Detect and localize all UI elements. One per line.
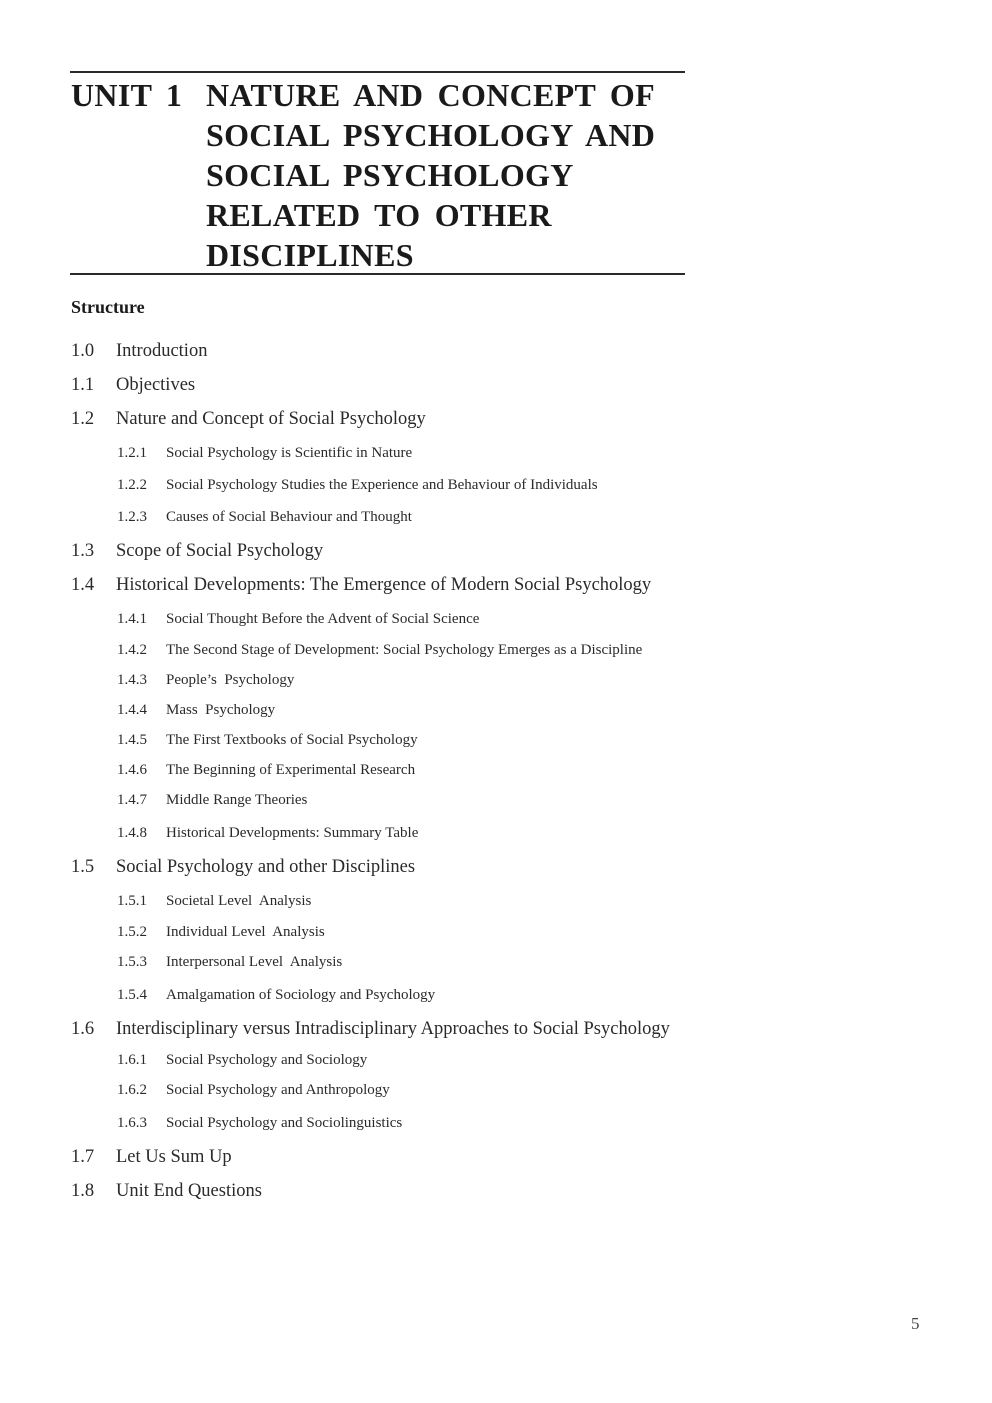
title-bottom-rule xyxy=(70,273,685,275)
toc-number: 1.4.5 xyxy=(117,732,147,748)
toc-label: Social Psychology and Sociolinguistics xyxy=(166,1115,403,1131)
unit-title-line: DISCIPLINES xyxy=(206,237,414,273)
toc-label: The Second Stage of Development: Social Psychology Emerges as a Discipline xyxy=(166,642,643,658)
toc-section xyxy=(71,575,651,596)
toc-section xyxy=(71,409,426,430)
toc-number: 1.6.3 xyxy=(117,1115,147,1131)
toc-subsection xyxy=(117,702,275,719)
toc-number: 1.1 xyxy=(71,375,95,395)
toc-number: 1.5 xyxy=(71,857,95,877)
toc-number: 1.4 xyxy=(71,575,95,595)
toc-number: 1.5.1 xyxy=(117,893,147,909)
toc-label: Nature and Concept of Social Psychology xyxy=(116,409,426,429)
unit-title xyxy=(206,75,696,275)
toc-subsection xyxy=(117,672,294,689)
toc-label: Social Psychology is Scientific in Nature xyxy=(166,445,413,461)
toc-number: 1.6 xyxy=(71,1019,95,1039)
unit-label: UNIT 1 xyxy=(71,77,183,113)
toc-number: 1.7 xyxy=(71,1147,95,1167)
toc-section xyxy=(71,1019,670,1040)
toc-label: Societal Level Analysis xyxy=(166,893,312,909)
toc-number: 1.5.3 xyxy=(117,954,147,970)
toc-section xyxy=(71,375,195,396)
structure-heading: Structure xyxy=(71,297,145,317)
toc-label: The First Textbooks of Social Psychology xyxy=(166,732,418,748)
toc-label: Historical Developments: The Emergence of Modern Social Psychology xyxy=(116,575,652,595)
toc-subsection xyxy=(117,893,311,910)
toc-label: Individual Level Analysis xyxy=(166,924,325,940)
toc-section xyxy=(71,341,207,362)
unit-title-line: NATURE AND CONCEPT OF xyxy=(206,77,655,113)
toc-label: Mass Psychology xyxy=(166,702,276,718)
unit-title-line: SOCIAL PSYCHOLOGY AND xyxy=(206,117,656,153)
toc-subsection xyxy=(117,445,412,462)
toc-number: 1.4.1 xyxy=(117,611,147,627)
toc-number: 1.4.2 xyxy=(117,642,147,658)
toc-number: 1.0 xyxy=(71,341,95,361)
toc-number: 1.2.1 xyxy=(117,445,147,461)
toc-label: Introduction xyxy=(116,341,208,361)
toc-label: Causes of Social Behaviour and Thought xyxy=(166,509,412,525)
toc-subsection xyxy=(117,611,479,628)
toc-subsection xyxy=(117,954,342,971)
title-top-rule xyxy=(70,71,685,73)
toc-number: 1.5.2 xyxy=(117,924,147,940)
toc-subsection xyxy=(117,1052,367,1069)
toc-number: 1.6.2 xyxy=(117,1082,147,1098)
toc-label: Social Psychology and Anthropology xyxy=(166,1082,390,1098)
toc-subsection xyxy=(117,1082,390,1099)
toc-label: Scope of Social Psychology xyxy=(116,541,324,561)
toc-label: Social Thought Before the Advent of Social Science xyxy=(166,611,480,627)
toc-label: Unit End Questions xyxy=(116,1181,262,1201)
toc-subsection xyxy=(117,924,325,941)
page-number: 5 xyxy=(911,1314,920,1333)
toc-subsection xyxy=(117,1115,402,1132)
toc-label: Interdisciplinary versus Intradisciplinary Approaches to Social Psychology xyxy=(116,1019,670,1039)
toc-section xyxy=(71,1147,232,1168)
toc-number: 1.4.7 xyxy=(117,792,147,808)
toc-number: 1.2.2 xyxy=(117,477,147,493)
toc-subsection xyxy=(117,792,307,809)
toc-number: 1.4.3 xyxy=(117,672,147,688)
toc-label: Middle Range Theories xyxy=(166,792,308,808)
toc-subsection xyxy=(117,762,415,779)
toc-number: 1.4.8 xyxy=(117,825,147,841)
toc-label: Social Psychology and other Disciplines xyxy=(116,857,416,877)
toc-label: Let Us Sum Up xyxy=(116,1147,232,1167)
unit-title-line: RELATED TO OTHER xyxy=(206,197,552,233)
toc-subsection xyxy=(117,732,418,749)
toc-number: 1.5.4 xyxy=(117,987,147,1003)
toc-section xyxy=(71,1181,262,1202)
toc-number: 1.6.1 xyxy=(117,1052,147,1068)
toc-label: Historical Developments: Summary Table xyxy=(166,825,419,841)
toc-section xyxy=(71,857,415,878)
toc-label: The Beginning of Experimental Research xyxy=(166,762,416,778)
toc-label: Interpersonal Level Analysis xyxy=(166,954,343,970)
toc-label: People’s Psychology xyxy=(166,672,295,688)
toc-subsection xyxy=(117,509,412,526)
toc-label: Social Psychology Studies the Experience and Behaviour of Individuals xyxy=(166,477,598,493)
toc-number: 1.3 xyxy=(71,541,95,561)
unit-title-line: SOCIAL PSYCHOLOGY xyxy=(206,157,574,193)
toc-number: 1.4.4 xyxy=(117,702,147,718)
toc-number: 1.8 xyxy=(71,1181,95,1201)
toc-number: 1.2 xyxy=(71,409,95,429)
toc-subsection xyxy=(117,987,435,1004)
toc-label: Social Psychology and Sociology xyxy=(166,1052,368,1068)
toc-subsection xyxy=(117,477,598,494)
toc-subsection xyxy=(117,825,418,842)
toc-number: 1.2.3 xyxy=(117,509,147,525)
toc-label: Objectives xyxy=(116,375,196,395)
toc-section xyxy=(71,541,323,562)
toc-number: 1.4.6 xyxy=(117,762,147,778)
toc-label: Amalgamation of Sociology and Psychology xyxy=(166,987,436,1003)
toc-subsection xyxy=(117,642,642,659)
